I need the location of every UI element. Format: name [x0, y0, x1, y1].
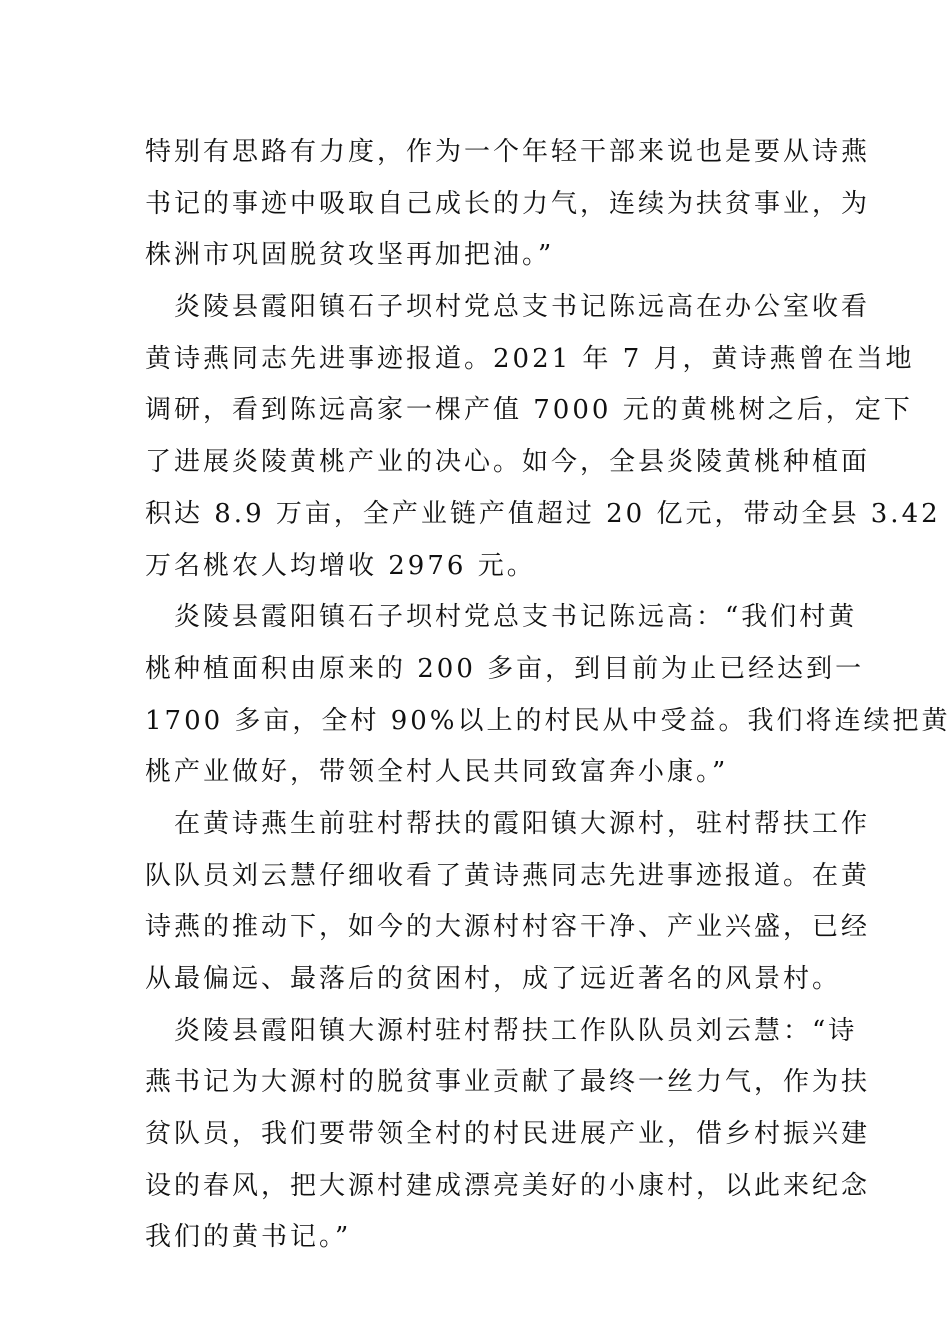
text-line: 诗燕的推动下，如今的大源村村容干净、产业兴盛，已经 [145, 912, 871, 943]
text-line: 书记的事迹中吸取自己成长的力气，连续为扶贫事业，为 [145, 188, 871, 219]
text-line: 炎陵县霞阳镇石子坝村党总支书记陈远高在办公室收看 [145, 292, 871, 323]
text-line: 桃产业做好，带领全村人民共同致富奔小康。” [145, 757, 729, 788]
text-line: 从最偏远、最落后的贫困村，成了远近著名的风景村。 [145, 964, 842, 994]
text-line: 桃种植面积由原来的 200 多亩，到目前为止已经达到一 [145, 653, 865, 684]
text-line: 炎陵县霞阳镇大源村驻村帮扶工作队队员刘云慧：“诗 [145, 1015, 858, 1046]
text-line: 积达 8.9 万亩，全产业链产值超过 20 亿元，带动全县 3.42 [145, 498, 941, 529]
text-line: 炎陵县霞阳镇石子坝村党总支书记陈远高：“我们村黄 [145, 602, 858, 633]
text-line: 队队员刘云慧仔细收看了黄诗燕同志先进事迹报道。在黄 [145, 860, 871, 891]
text-line: 调研，看到陈远高家一棵产值 7000 元的黄桃树之后，定下 [145, 395, 913, 426]
text-line: 设的春风，把大源村建成漂亮美好的小康村，以此来纪念 [145, 1170, 871, 1201]
article-body [145, 127, 950, 1264]
text-line: 贫队员，我们要带领全村的村民进展产业，借乡村振兴建 [145, 1119, 871, 1150]
text-line: 我们的黄书记。” [145, 1222, 352, 1253]
text-line: 黄诗燕同志先进事迹报道。2021 年 7 月，黄诗燕曾在当地 [145, 343, 915, 374]
text-line: 1700 多亩，全村 90%以上的村民从中受益。我们将连续把黄 [145, 705, 950, 736]
text-line: 了进展炎陵黄桃产业的决心。如今，全县炎陵黄桃种植面 [145, 447, 871, 478]
text-line: 特别有思路有力度，作为一个年轻干部来说也是要从诗燕 [145, 137, 871, 167]
text-line: 在黄诗燕生前驻村帮扶的霞阳镇大源村，驻村帮扶工作 [145, 808, 871, 839]
text-line: 万名桃农人均增收 2976 元。 [145, 550, 536, 581]
text-line: 燕书记为大源村的脱贫事业贡献了最终一丝力气，作为扶 [145, 1067, 871, 1098]
text-line: 株洲市巩固脱贫攻坚再加把油。” [145, 240, 555, 271]
